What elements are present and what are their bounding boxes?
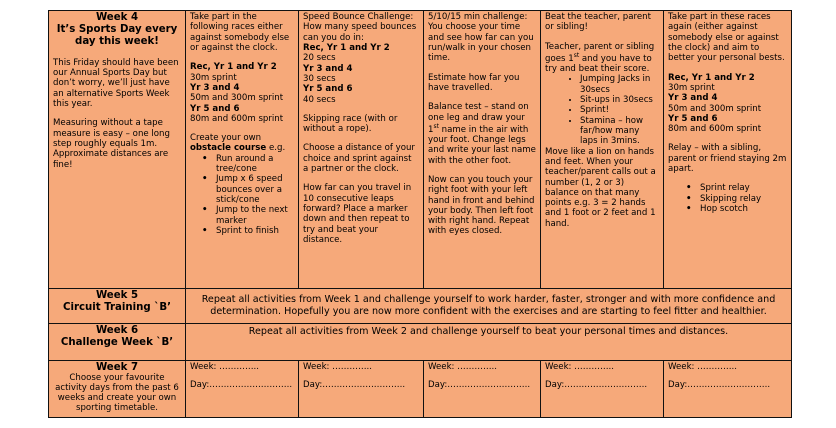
week6-title: Week 6: [95, 325, 139, 336]
sb-y34-label: Yr 3 and 4: [303, 63, 353, 74]
beat-teacher-cell: [541, 11, 664, 289]
week7-slot[interactable]: [299, 361, 424, 418]
beat-teacher-list: [545, 74, 659, 146]
sports-timetable: [48, 10, 792, 418]
sb-rec-value: 20 secs: [303, 53, 336, 64]
balance-test: Balance test – stand on one leg and draw your 1st name in the air with your foot. Change legs and write your last name with the other foot.: [428, 102, 536, 166]
relay-list: [668, 183, 787, 214]
obstacle-suffix: e.g.: [268, 143, 286, 154]
list-item: • Skipping relay: [700, 194, 787, 204]
list-item: • Jumping Jacks in 30secs: [580, 74, 659, 95]
sb-y56-label: Yr 5 and 6: [303, 84, 353, 95]
races-y56-value: 80m and 600m sprint: [190, 113, 284, 124]
week7-title: Week 7: [95, 362, 139, 373]
week4-measure: Measuring without a tape measure is easy – one long step roughly equals 1m. Approximate distances are fine!: [53, 118, 170, 170]
list-item: • Sprint to finish: [216, 226, 294, 236]
ra-rec-label: Rec, Yr 1 and Yr 2: [668, 72, 755, 83]
day-field[interactable]: Day:………………………..: [428, 380, 531, 391]
week6-subtitle: Challenge Week `B’: [60, 337, 174, 349]
week7-slot[interactable]: [186, 361, 299, 418]
speed-bounce-intro: How many speed bounces can you do in:: [303, 22, 417, 43]
races-again-cell: [664, 11, 792, 289]
sb-y34-value: 30 secs: [303, 73, 336, 84]
week4-title: Week 4: [95, 12, 139, 23]
week7-row: [49, 361, 792, 418]
week-field[interactable]: Week: …………..: [303, 362, 373, 372]
lion-balance: Move like a lion on hands and feet. When your teacher/parent calls out a number (1, 2 or 3) balance on that many points e.g. 3 = 2 hands and 1 foot or 2 feet and 1 hand.: [545, 146, 656, 229]
skipping-race: Skipping race (with or without a rope).: [303, 113, 398, 135]
week5-row: [49, 289, 792, 324]
time-challenge-cell: [424, 11, 541, 289]
week6-label-cell: [49, 324, 186, 361]
week4-row: [49, 11, 792, 289]
list-item: • Sprint relay: [700, 183, 787, 193]
list-item: • Jump x 6 speed bounces over a stick/cone: [216, 174, 294, 205]
list-item: • Sit-ups in 30secs: [580, 95, 659, 105]
distance-sprint: Choose a distance of your choice and sprint against a partner or the clock.: [303, 143, 415, 175]
week7-label-cell: [49, 361, 186, 418]
week-field[interactable]: Week: …………..: [428, 362, 498, 372]
day-field[interactable]: Day:………………………..: [545, 380, 648, 391]
day-field[interactable]: Day:………………………..: [668, 380, 771, 391]
races-rec-value: 30m sprint: [190, 72, 237, 83]
races-y34-value: 50m and 300m sprint: [190, 93, 284, 104]
obstacle-bold: obstacle course: [190, 143, 267, 154]
obstacle-prefix: Create your own: [190, 133, 262, 144]
week5-subtitle: Circuit Training `B’: [63, 302, 171, 314]
week7-slot[interactable]: [664, 361, 792, 418]
beat-teacher-title: Beat the teacher, parent or sibling!: [545, 12, 651, 33]
week-field[interactable]: Week: …………..: [668, 362, 738, 372]
ra-y34-value: 50m and 300m sprint: [668, 103, 762, 114]
races-rec-label: Rec, Yr 1 and Yr 2: [190, 62, 277, 73]
list-item: • Hop scotch: [700, 204, 787, 214]
time-challenge: 5/10/15 min challenge: You choose your time and see how far can you run/walk in your chosen time.: [428, 12, 534, 64]
speed-bounce-cell: [299, 11, 424, 289]
speed-bounce-title: Speed Bounce Challenge:: [303, 12, 414, 22]
week7-slot[interactable]: [424, 361, 541, 418]
list-item: • Sprint!: [580, 105, 659, 115]
week5-label-cell: [49, 289, 186, 324]
beat-teacher-rules: Teacher, parent or sibling goes 1st and you have to try and beat their score.: [545, 41, 655, 75]
sb-rec-label: Rec, Yr 1 and Yr 2: [303, 42, 390, 53]
estimate-distance: Estimate how far you have travelled.: [428, 72, 520, 93]
races-cell: [186, 11, 299, 289]
week-field[interactable]: Week: …………..: [190, 362, 260, 372]
ra-y56-value: 80m and 600m sprint: [668, 124, 762, 135]
week5-title: Week 5: [95, 290, 139, 301]
week7-slot[interactable]: [541, 361, 664, 418]
list-item: • Stamina – how far/how many laps in 3mins.: [580, 116, 659, 147]
leaps-challenge: How far can you travel in 10 consecutive leaps forward? Place a marker down and then repeat to try and beat your distance.: [303, 183, 412, 245]
week4-label-cell: [49, 11, 186, 289]
races-y56-label: Yr 5 and 6: [190, 103, 240, 114]
list-item: • Run around a tree/cone: [216, 154, 294, 175]
races-again-intro: Take part in these races again (either against somebody else or against the clock) and aim to better your personal bests.: [668, 12, 785, 64]
ra-y56-label: Yr 5 and 6: [668, 113, 718, 124]
list-item: • Jump to the next marker: [216, 205, 294, 226]
obstacle-list: [190, 154, 294, 237]
races-intro: Take part in the following races either against somebody else or against the clock.: [190, 12, 290, 53]
week6-text: Repeat all activities from Week 2 and challenge yourself to beat your personal times and distances.: [186, 324, 792, 361]
day-field[interactable]: Day:………………………..: [190, 380, 293, 391]
races-y34-label: Yr 3 and 4: [190, 82, 240, 93]
week7-text: Choose your favourite activity days from the past 6 weeks and create your own sporting timetable.: [55, 373, 179, 413]
week4-subtitle: It’s Sports Day every day this week!: [56, 24, 178, 48]
week-field[interactable]: Week: …………..: [545, 362, 615, 372]
week5-text: Repeat all activities from Week 1 and challenge yourself to work harder, faster, stronger and with more confidence and determination. Hopefully you are now more confident with the exercises and are starting to feel fitter and healthier.: [186, 289, 792, 324]
ra-rec-value: 30m sprint: [668, 82, 715, 93]
week6-row: [49, 324, 792, 361]
sb-y56-value: 40 secs: [303, 94, 336, 105]
week4-intro: This Friday should have been our Annual Sports Day but don’t worry, we’ll just have an alternative Sports Week this year.: [53, 57, 179, 109]
ra-y34-label: Yr 3 and 4: [668, 93, 718, 104]
relay-text: Relay – with a sibling, parent or friend staying 2m apart.: [668, 143, 787, 175]
day-field[interactable]: Day:………………………..: [303, 380, 406, 391]
touch-feet: Now can you touch your right foot with your left hand in front and behind your body. Then left foot with right hand. Repeat with eyes closed.: [428, 174, 535, 237]
